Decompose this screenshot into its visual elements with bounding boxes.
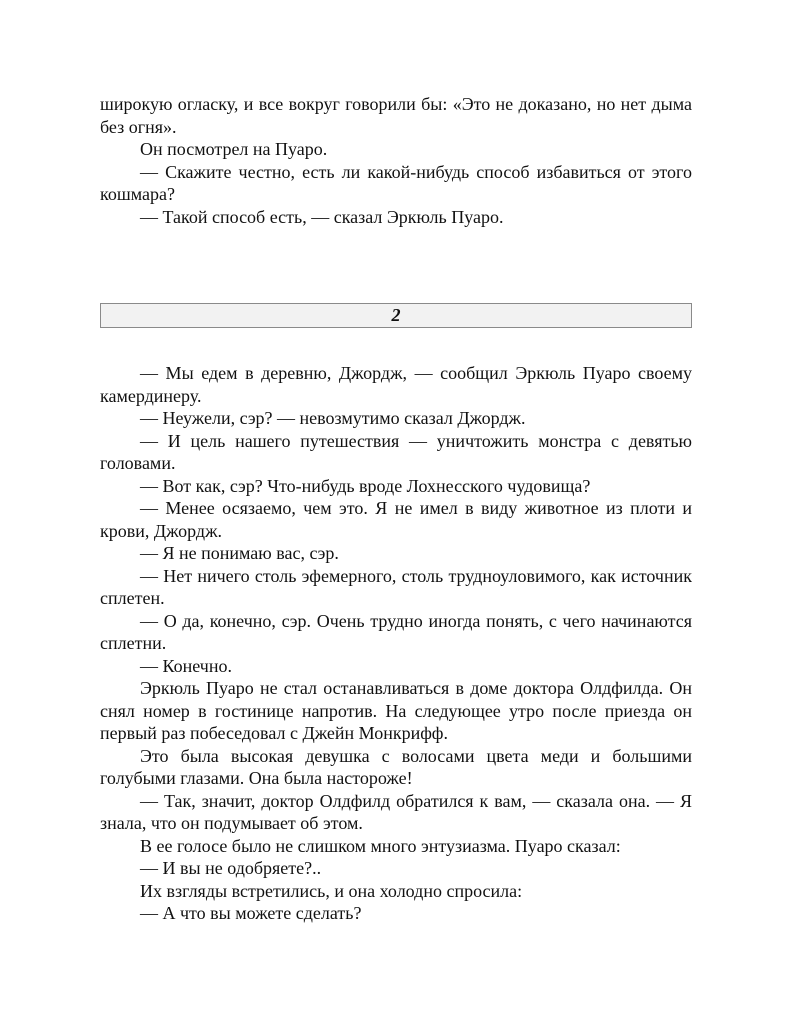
- paragraph: — Неужели, сэр? — невозмутимо сказал Джордж.: [140, 408, 526, 428]
- previous-chapter-ending: [100, 93, 692, 228]
- paragraph: — Менее осязаемо, чем это. Я не имел в виду животное из плоти и крови, Джордж.: [100, 498, 692, 541]
- paragraph: В ее голосе было не слишком много энтузиазма. Пуаро сказал:: [140, 835, 621, 856]
- paragraph: — О да, конечно, сэр. Очень трудно иногда понять, с чего начинаются сплетни.: [100, 610, 692, 653]
- paragraph: — Конечно.: [140, 655, 232, 676]
- paragraph: Их взгляды встретились, и она холодно спросила:: [140, 880, 523, 901]
- paragraph: широкую огласку, и все вокруг говорили бы: «Это не доказано, но нет дыма без огня».: [100, 94, 692, 137]
- chapter-body: [100, 362, 692, 925]
- paragraph: — Я не понимаю вас, сэр.: [140, 543, 339, 563]
- paragraph: — И вы не одобряете?..: [140, 858, 322, 878]
- paragraph: — Мы едем в деревню, Джордж, — сообщил Эркюль Пуаро своему камердинеру.: [100, 363, 692, 406]
- paragraph: — Вот как, сэр? Что-нибудь вроде Лохнесского чудовища?: [140, 475, 591, 496]
- book-page: [100, 0, 692, 1024]
- chapter-heading: 2: [100, 303, 692, 328]
- paragraph: Эркюль Пуаро не стал останавливаться в доме доктора Олдфилда. Он снял номер в гостинице напротив. На следующее утро после приезда он первый раз побеседовал с Джейн Монкрифф.: [100, 678, 692, 743]
- paragraph: — И цель нашего путешествия — уничтожить монстра с девятью головами.: [100, 430, 692, 473]
- paragraph: Это была высокая девушка с волосами цвета меди и большими голубыми глазами. Она была настороже!: [100, 745, 692, 788]
- paragraph: — Такой способ есть, — сказал Эркюль Пуаро.: [140, 206, 504, 227]
- paragraph: — Скажите честно, есть ли какой-нибудь способ избавиться от этого кошмара?: [100, 161, 692, 204]
- paragraph: — Так, значит, доктор Олдфилд обратился к вам, — сказала она. — Я знала, что он подумывает об этом.: [100, 790, 692, 833]
- paragraph: Он посмотрел на Пуаро.: [140, 139, 328, 159]
- paragraph: — А что вы можете сделать?: [140, 903, 362, 923]
- paragraph: — Нет ничего столь эфемерного, столь трудноуловимого, как источник сплетен.: [100, 565, 692, 608]
